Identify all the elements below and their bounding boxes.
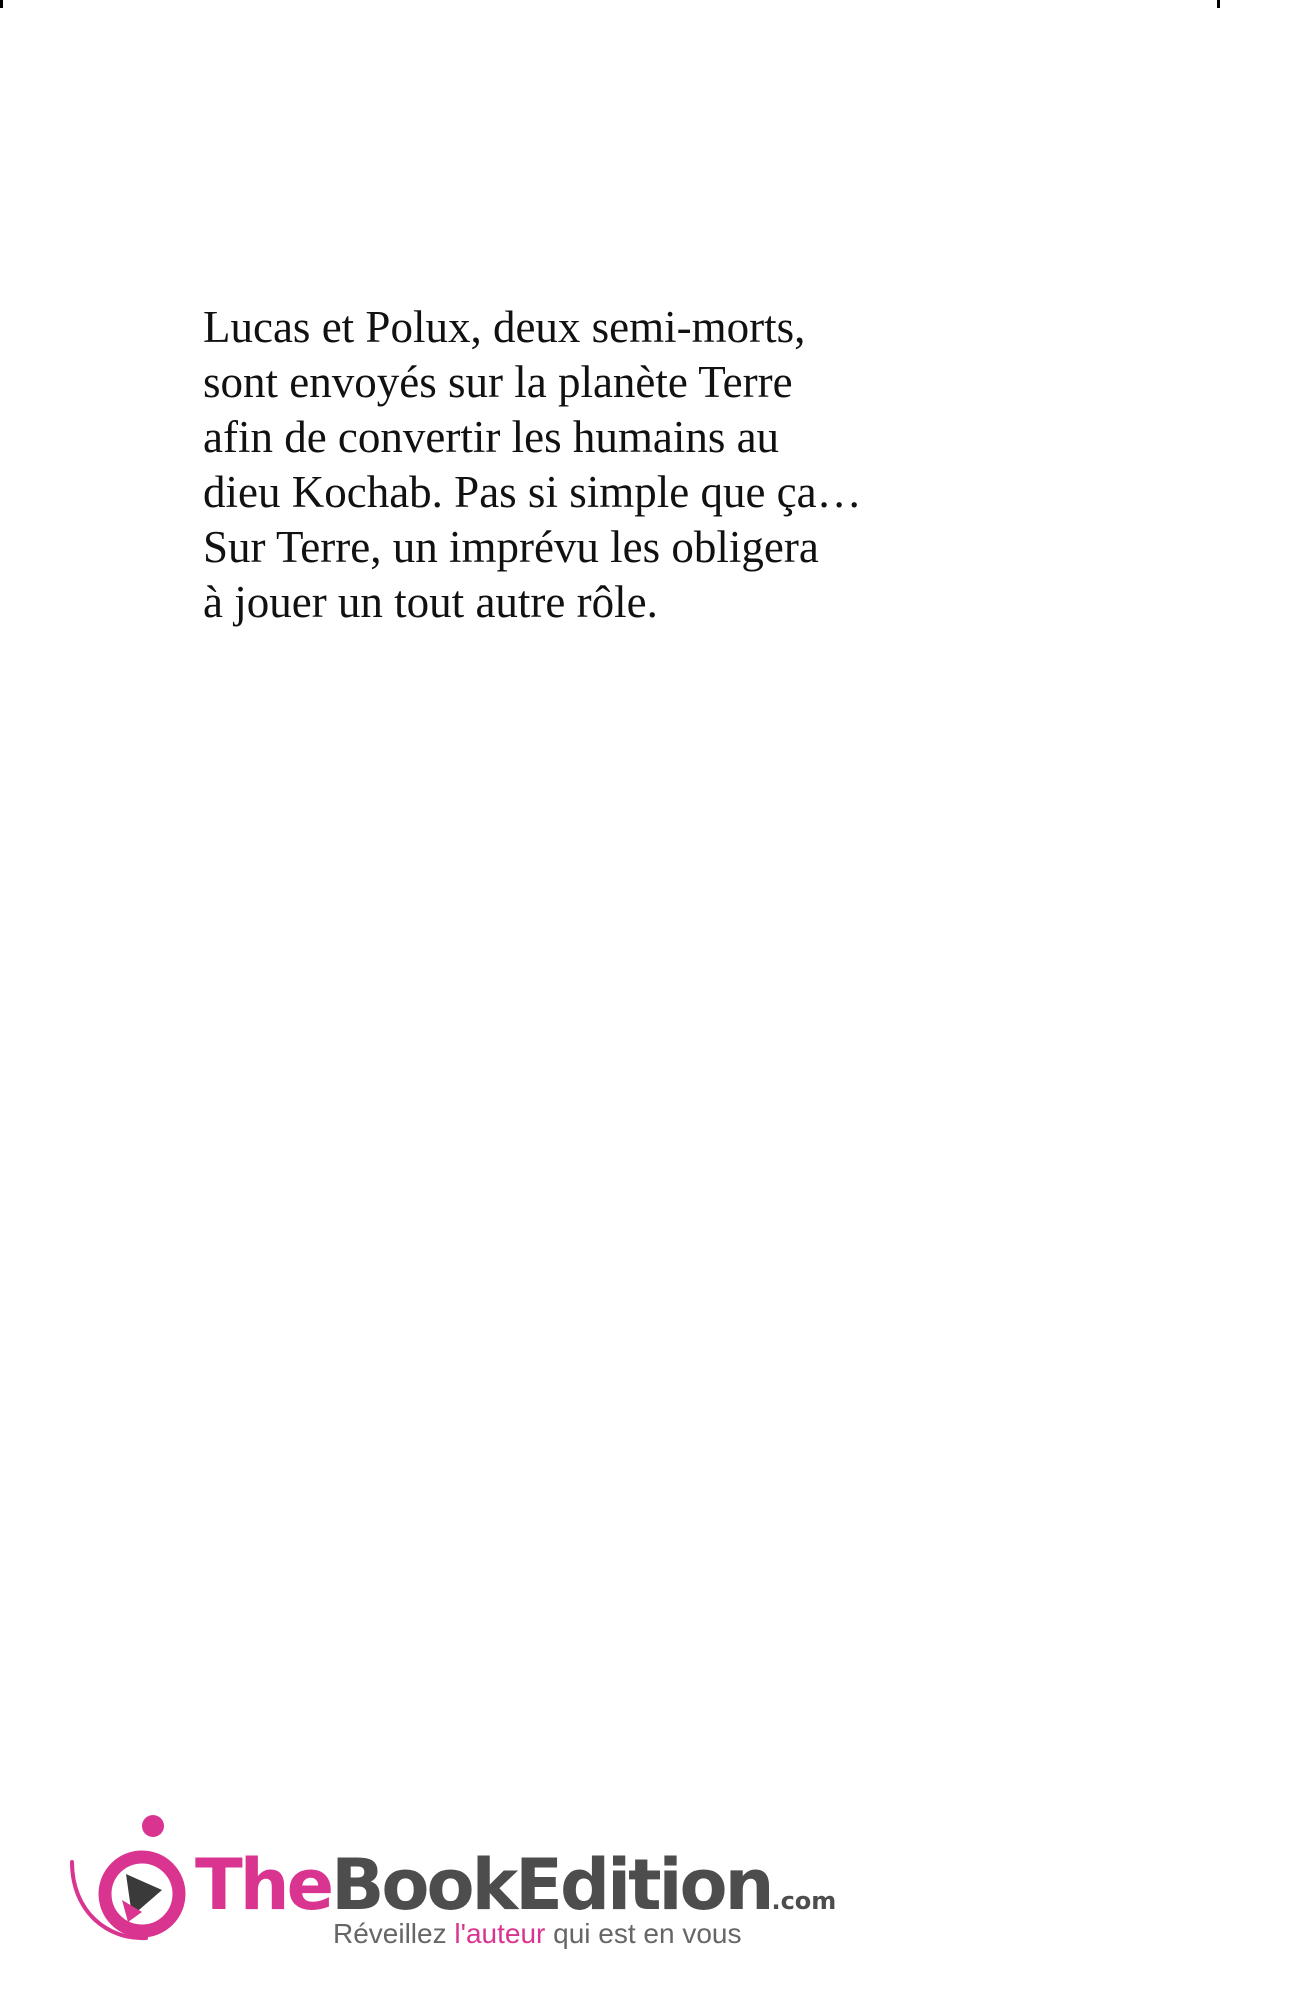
tagline-start: Réveillez: [333, 1918, 455, 1949]
blurb-line: dieu Kochab. Pas si simple que ça…: [203, 467, 862, 517]
tagline-end: qui est en vous: [545, 1918, 742, 1949]
blurb-line: Lucas et Polux, deux semi-morts,: [203, 302, 806, 352]
logo-word-com: .com: [771, 1887, 837, 1915]
logo-tagline: [333, 1919, 741, 1949]
thebookedition-logo-icon: [68, 1812, 188, 1947]
blurb-line: à jouer un tout autre rôle.: [203, 577, 658, 627]
blurb-line: sont envoyés sur la planète Terre: [203, 357, 793, 407]
crop-mark-left: [0, 0, 3, 8]
crop-mark-right: [1217, 0, 1220, 8]
logo-word-the: The: [195, 1844, 332, 1926]
tagline-accent: l'auteur: [454, 1918, 546, 1949]
back-cover-blurb: [203, 300, 963, 630]
blurb-line: Sur Terre, un imprévu les obligera: [203, 522, 819, 572]
blurb-line: afin de convertir les humains au: [203, 412, 780, 462]
logo-word-bookedition: BookEdition: [331, 1844, 772, 1926]
publisher-logo: [68, 1812, 868, 1962]
